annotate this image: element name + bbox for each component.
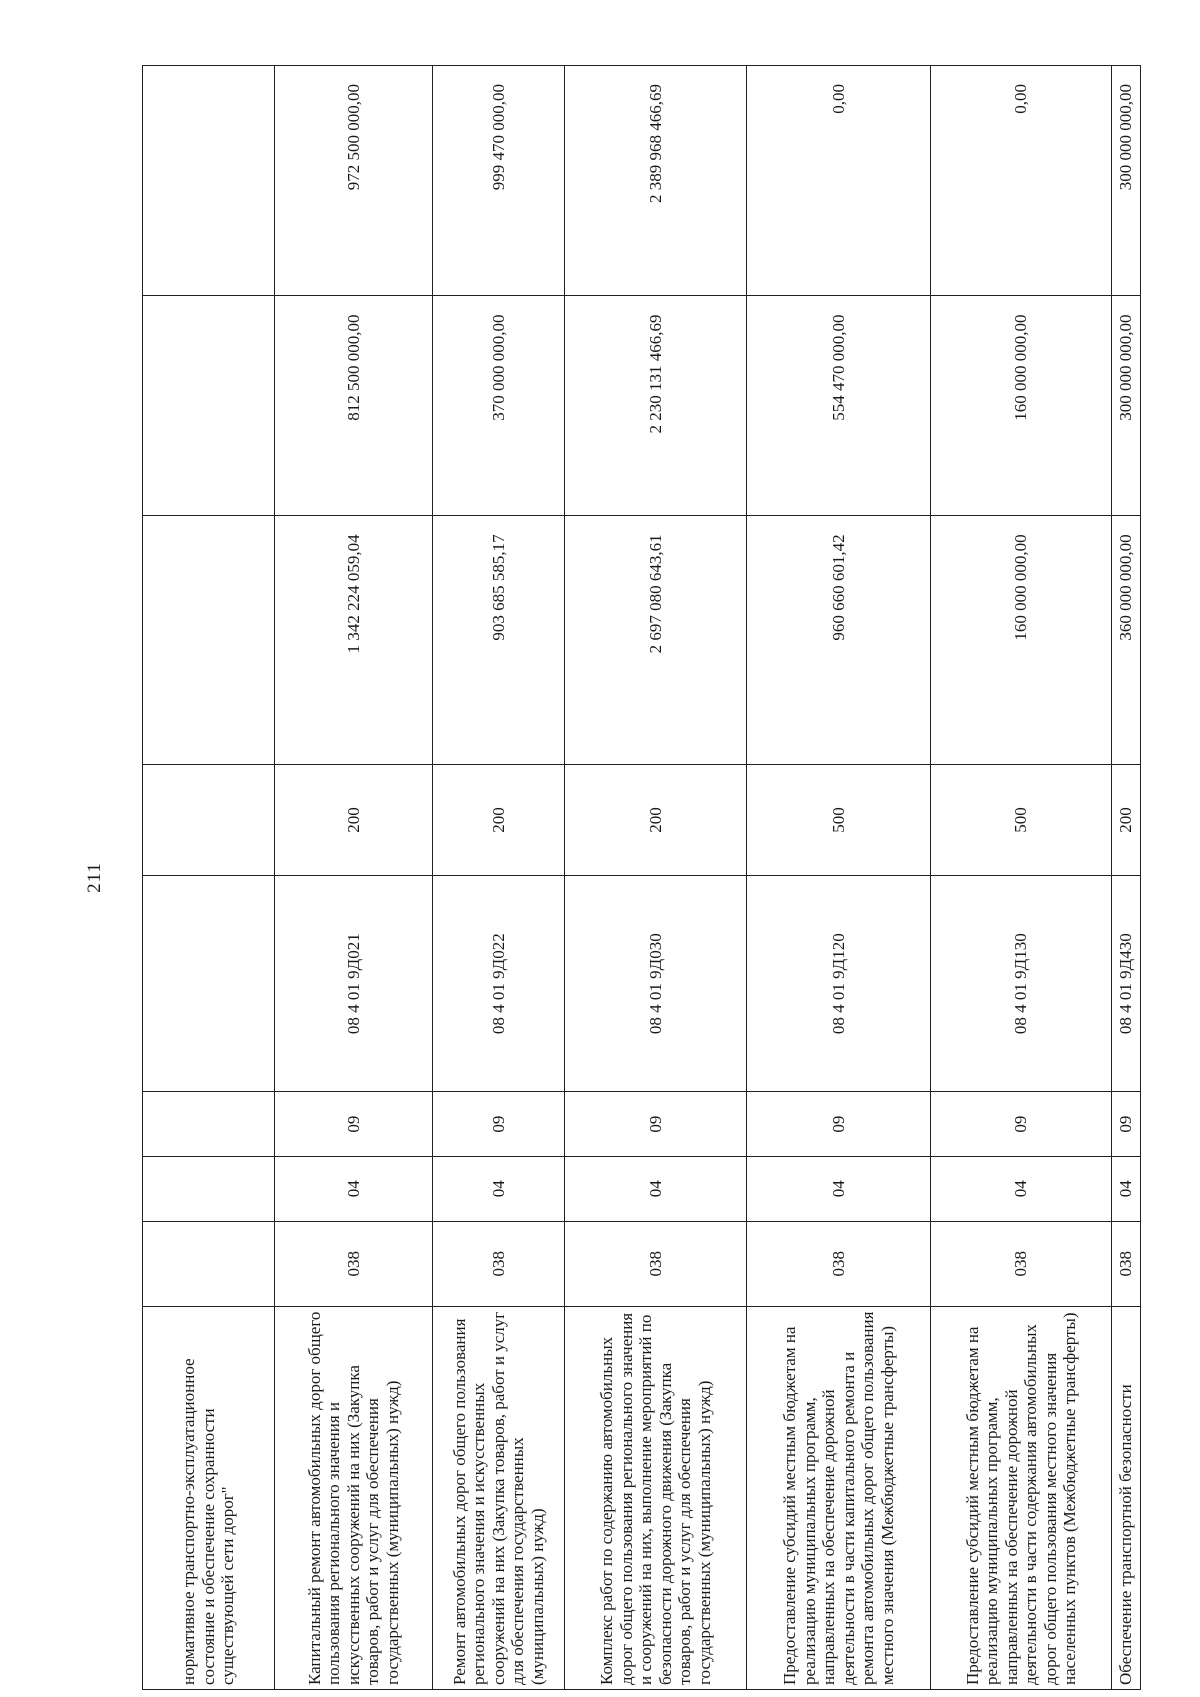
expense-type-cell: 200 xyxy=(565,764,747,875)
row-name-cell: Капитальный ремонт автомобильных дорог общего пользования регионального значения и искусственных сооружений на них (Закупка товаров, работ и услуг для обеспечения государственных (муниципальных) нужд) xyxy=(275,1306,433,1689)
amount-year2-cell: 2 230 131 466,69 xyxy=(565,296,747,516)
section-code-cell: 04 xyxy=(747,1156,931,1221)
amount-year2-cell: 370 000 000,00 xyxy=(433,296,565,516)
expense-type-cell: 500 xyxy=(931,764,1112,875)
amount-year1-cell: 960 660 601,42 xyxy=(747,516,931,764)
subsection-code-cell: 09 xyxy=(433,1092,565,1157)
target-article-cell: 08 4 01 9Д120 xyxy=(747,876,931,1092)
row-name-cell: нормативное транспортно-эксплуатационное состояние и обеспечение сохранности существующей сети дорог" xyxy=(143,1306,275,1689)
expense-type-cell: 500 xyxy=(747,764,931,875)
amount-year3-cell xyxy=(143,66,275,296)
row-name-cell: Предоставление субсидий местным бюджетам на реализацию муниципальных программ, направленных на обеспечение дорожной деятельности в части капитального ремонта и ремонта автомобильных дорог общего пользования местного значения (Межбюджетные трансферты) xyxy=(747,1306,931,1689)
ministry-code-cell: 038 xyxy=(1112,1221,1141,1306)
amount-year2-cell: 812 500 000,00 xyxy=(275,296,433,516)
ministry-code-cell: 038 xyxy=(931,1221,1112,1306)
expense-type-cell: 200 xyxy=(1112,764,1141,875)
subsection-code-cell: 09 xyxy=(931,1092,1112,1157)
target-article-cell: 08 4 01 9Д430 xyxy=(1112,876,1141,1092)
row-name-cell: Комплекс работ по содержанию автомобильных дорог общего пользования регионального значения и сооружений на них, выполнение мероприятий по безопасности дорожного движения (Закупка товаров, работ и услуг для обеспечения государственных (муниципальных) нужд) xyxy=(565,1306,747,1689)
amount-year3-cell: 2 389 968 466,69 xyxy=(565,66,747,296)
table-row xyxy=(143,66,275,1690)
ministry-code-cell: 038 xyxy=(565,1221,747,1306)
amount-year1-cell: 1 342 224 059,04 xyxy=(275,516,433,764)
section-code-cell: 04 xyxy=(565,1156,747,1221)
target-article-cell xyxy=(143,876,275,1092)
table-row xyxy=(931,66,1112,1690)
target-article-cell: 08 4 01 9Д130 xyxy=(931,876,1112,1092)
target-article-cell: 08 4 01 9Д021 xyxy=(275,876,433,1092)
amount-year1-cell: 160 000 000,00 xyxy=(931,516,1112,764)
expense-type-cell: 200 xyxy=(275,764,433,875)
amount-year2-cell xyxy=(143,296,275,516)
section-code-cell: 04 xyxy=(275,1156,433,1221)
amount-year3-cell: 0,00 xyxy=(747,66,931,296)
table-row xyxy=(1112,66,1141,1690)
ministry-code-cell xyxy=(143,1221,275,1306)
section-code-cell: 04 xyxy=(433,1156,565,1221)
section-code-cell: 04 xyxy=(931,1156,1112,1221)
table-row xyxy=(565,66,747,1690)
section-code-cell xyxy=(143,1156,275,1221)
target-article-cell: 08 4 01 9Д022 xyxy=(433,876,565,1092)
subsection-code-cell: 09 xyxy=(565,1092,747,1157)
subsection-code-cell: 09 xyxy=(1112,1092,1141,1157)
ministry-code-cell: 038 xyxy=(433,1221,565,1306)
amount-year3-cell: 300 000 000,00 xyxy=(1112,66,1141,296)
subsection-code-cell: 09 xyxy=(747,1092,931,1157)
rotated-page-content xyxy=(80,65,1136,1690)
amount-year1-cell: 360 000 000,00 xyxy=(1112,516,1141,764)
amount-year3-cell: 0,00 xyxy=(931,66,1112,296)
row-name-cell: Обеспечение транспортной безопасности xyxy=(1112,1306,1141,1689)
row-name-cell: Ремонт автомобильных дорог общего пользования регионального значения и искусственных сооружений на них (Закупка товаров, работ и услуг для обеспечения государственных (муниципальных) нужд) xyxy=(433,1306,565,1689)
budget-table xyxy=(142,65,1141,1690)
amount-year2-cell: 300 000 000,00 xyxy=(1112,296,1141,516)
amount-year2-cell: 160 000 000,00 xyxy=(931,296,1112,516)
amount-year1-cell xyxy=(143,516,275,764)
amount-year3-cell: 972 500 000,00 xyxy=(275,66,433,296)
amount-year3-cell: 999 470 000,00 xyxy=(433,66,565,296)
expense-type-cell: 200 xyxy=(433,764,565,875)
table-row xyxy=(747,66,931,1690)
ministry-code-cell: 038 xyxy=(747,1221,931,1306)
ministry-code-cell: 038 xyxy=(275,1221,433,1306)
section-code-cell: 04 xyxy=(1112,1156,1141,1221)
table-row xyxy=(275,66,433,1690)
subsection-code-cell: 09 xyxy=(275,1092,433,1157)
amount-year1-cell: 2 697 080 643,61 xyxy=(565,516,747,764)
row-name-cell: Предоставление субсидий местным бюджетам на реализацию муниципальных программ, направленных на обеспечение дорожной деятельности в части содержания автомобильных дорог общего пользования местного значения населенных пунктов (Межбюджетные трансферты) xyxy=(931,1306,1112,1689)
page-number: 211 xyxy=(84,862,105,893)
target-article-cell: 08 4 01 9Д030 xyxy=(565,876,747,1092)
subsection-code-cell xyxy=(143,1092,275,1157)
expense-type-cell xyxy=(143,764,275,875)
table-row xyxy=(433,66,565,1690)
amount-year1-cell: 903 685 585,17 xyxy=(433,516,565,764)
amount-year2-cell: 554 470 000,00 xyxy=(747,296,931,516)
